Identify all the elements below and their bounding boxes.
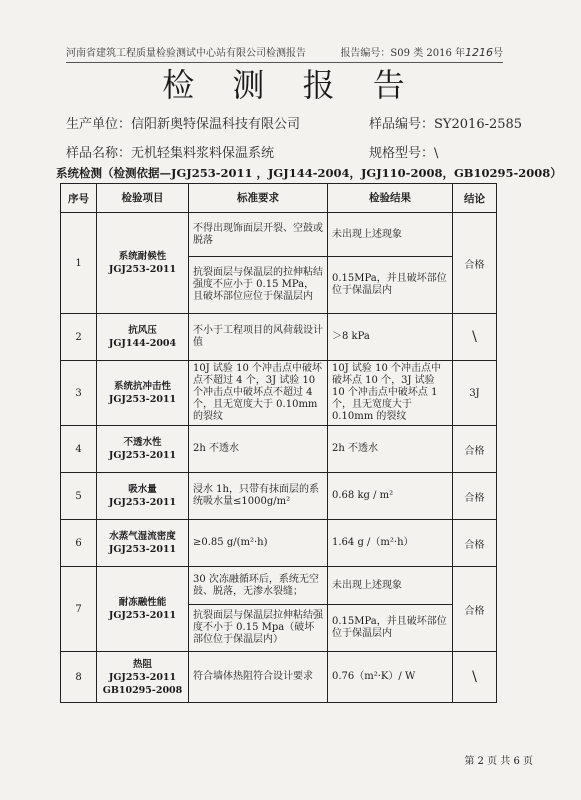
table-cell: 4 <box>61 426 97 473</box>
sample-name-label: 样品名称： <box>66 146 132 161</box>
table-cell: 2 <box>61 314 97 361</box>
col-header-standard: 标准要求 <box>189 184 328 213</box>
table-row: 8 热阻 JGJ253-2011 GB10295-2008 符合墙体热阻符合设计要求 0.76（m²·K）/ W \ <box>61 652 497 703</box>
table-header-row <box>61 184 497 213</box>
table-cell: 2h 不透水 <box>328 426 453 473</box>
table-cell: 8 <box>61 652 97 703</box>
table-cell: 1.64 g /（m²·h） <box>328 520 453 567</box>
table-row: 4 不透水性 JGJ253-2011 2h 不透水 2h 不透水 合格 <box>61 426 497 473</box>
table-cell: 抗裂面层与保温层的拉伸粘结强度不应小于 0.15 MPa，且破坏部位应位于保温层内 <box>189 257 328 314</box>
section-title: 系统检测（检测依据—JGJ253-2011 ，JGJ144-2004，JGJ110-2008，GB10295-2008） <box>56 166 562 180</box>
table-cell: 10J 试验 10 个冲击点中破坏点不超过 4 个，3J 试验 10 个冲击点中破坏点不超过 4 个，且无宽度大于 0.10mm 的裂纹 <box>189 361 328 426</box>
table-cell: 0.68 kg / m² <box>328 473 453 520</box>
table-row: 5 吸水量 JGJ253-2011 浸水 1h，只带有抹面层的系统吸水量≤1000g/m² 0.68 kg / m² 合格 <box>61 473 497 520</box>
table-cell: 6 <box>61 520 97 567</box>
table-cell: 合格 <box>453 426 497 473</box>
col-header-no: 序号 <box>61 184 97 213</box>
results-table <box>60 183 497 703</box>
table-cell: 抗裂面层与保温层拉伸粘结强度不小于 0.15 Mpa（破坏部位位于保温层内） <box>189 605 328 652</box>
table-cell: \ <box>453 652 497 703</box>
table-cell: 30 次冻融循环后，系统无空鼓、脱落，无渗水裂缝； <box>189 567 328 605</box>
table-cell: 浸水 1h，只带有抹面层的系统吸水量≤1000g/m² <box>189 473 328 520</box>
sample-no: 样品编号：SY2016-2585 <box>369 117 523 132</box>
table-cell: 不得出现饰面层开裂、空鼓或脱落 <box>189 213 328 257</box>
table-row: 3 系统抗冲击性 JGJ253-2011 10J 试验 10 个冲击点中破坏点不超过 4 个，3J 试验 10 个冲击点中破坏点不超过 4 个，且无宽度大于 0.10mm 的裂纹 10J 试验 10 个冲击点中破坏点 10 个，3J 试验 10 个冲击点中破坏点 1 个，且无宽度大于 0.10mm 的裂纹 3J <box>61 361 497 426</box>
table-cell: 0.15MPa，并且破坏部位位于保温层内 <box>328 605 453 652</box>
table-cell: 5 <box>61 473 97 520</box>
sample-name-value: 无机轻集料浆料保温系统 <box>131 146 275 161</box>
table-cell: ＞8 kPa <box>328 314 453 361</box>
table-cell: \ <box>453 314 497 361</box>
table-cell: 1 <box>61 213 97 314</box>
page-title: 检 测 报 告 <box>162 66 419 104</box>
producer-value: 信阳新奥特保温科技有限公司 <box>131 117 301 132</box>
table-cell: ≥0.85 g/(m²·h) <box>189 520 328 567</box>
sample-row <box>66 142 561 161</box>
col-header-result: 检验结果 <box>328 184 453 213</box>
table-row: 1 系统耐候性 JGJ253-2011 不得出现饰面层开裂、空鼓或脱落 未出现上述现象 合格 <box>61 213 497 257</box>
table-cell: 3 <box>61 361 97 426</box>
table-cell: 0.76（m²·K）/ W <box>328 652 453 703</box>
table-cell: 符合墙体热阻符合设计要求 <box>189 652 328 703</box>
table-cell: 合格 <box>453 213 497 314</box>
table-cell: 7 <box>61 567 97 652</box>
spec: 规格型号：\ <box>369 146 439 161</box>
table-cell: 3J <box>453 361 497 426</box>
table-cell: 合格 <box>453 473 497 520</box>
table-cell: 未出现上述现象 <box>328 213 453 257</box>
table-row: 7 耐冻融性能 JGJ253-2011 30 次冻融循环后，系统无空鼓、脱落，无渗水裂缝； 未出现上述现象 合格 <box>61 567 497 605</box>
table-cell: 10J 试验 10 个冲击点中破坏点 10 个，3J 试验 10 个冲击点中破坏点 1 个，且无宽度大于 0.10mm 的裂纹 <box>328 361 453 426</box>
table-row: 2 抗风压 JGJ144-2004 不小于工程项目的风荷载设计值 ＞8 kPa \ <box>61 314 497 361</box>
report-number: 报告编号：S09 类 2016 年1216号 <box>340 46 503 59</box>
table-cell: 未出现上述现象 <box>328 567 453 605</box>
header-org: 河南省建筑工程质量检验测试中心站有限公司检测报告 <box>66 48 306 59</box>
producer-label: 生产单位： <box>66 117 132 132</box>
table-cell: 不小于工程项目的风荷载设计值 <box>189 314 328 361</box>
producer-row <box>66 113 561 132</box>
table-cell: 合格 <box>453 567 497 652</box>
page-number: 第 2 页 共 6 页 <box>464 756 533 767</box>
col-header-conclusion: 结论 <box>453 184 497 213</box>
table-cell: 合格 <box>453 520 497 567</box>
table-cell: 2h 不透水 <box>189 426 328 473</box>
table-row: 6 水蒸气湿流密度 JGJ253-2011 ≥0.85 g/(m²·h) 1.64 g /（m²·h） 合格 <box>61 520 497 567</box>
table-cell: 0.15MPa，并且破坏部位位于保温层内 <box>328 257 453 314</box>
col-header-item: 检验项目 <box>97 184 189 213</box>
report-number-handwritten: 1216 <box>465 46 493 59</box>
